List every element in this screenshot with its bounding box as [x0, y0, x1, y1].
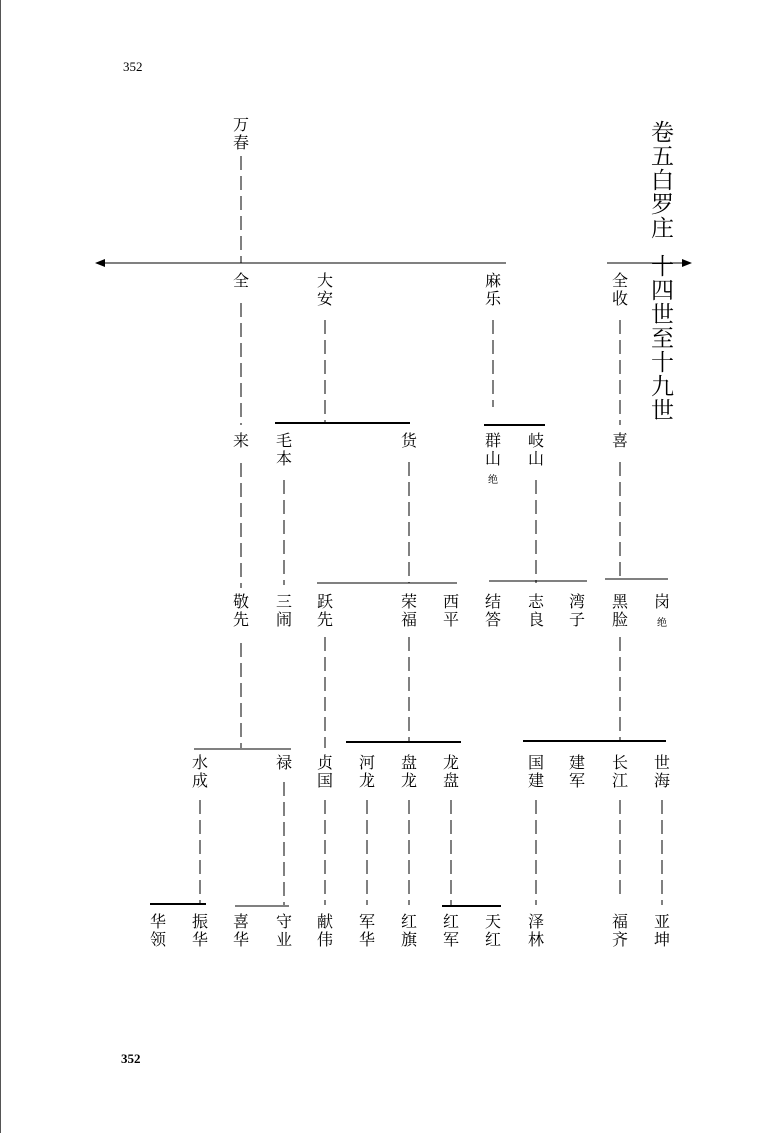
- person-qunshan: 群山: [484, 431, 502, 468]
- person-wanzi: 湾子: [568, 592, 586, 629]
- person-wanchun: 万春: [232, 115, 250, 152]
- person-qishan: 岐山: [527, 431, 545, 468]
- extinct-note-gang: 绝: [657, 618, 667, 629]
- person-tianhong: 天红: [484, 912, 502, 949]
- generation-range-title: 十四世至十九世: [647, 254, 673, 422]
- person-jingxian: 敬先: [232, 592, 250, 629]
- family-tree-chart: [1, 0, 777, 1133]
- person-hualing: 华领: [149, 912, 167, 949]
- person-daan: 大安: [316, 271, 334, 308]
- volume-title: 卷五白罗庄: [647, 120, 673, 240]
- person-quan: 全: [232, 271, 250, 290]
- person-helong: 河龙: [358, 753, 376, 790]
- person-xiping: 西平: [442, 592, 460, 629]
- person-rongfu: 荣福: [400, 592, 418, 629]
- person-quanshou: 全收: [611, 271, 629, 308]
- person-zhenguo: 贞国: [316, 753, 334, 790]
- person-lai: 来: [232, 431, 250, 450]
- person-xi: 喜: [611, 431, 629, 450]
- person-guojian: 国建: [527, 753, 545, 790]
- person-jianjun: 建军: [568, 753, 586, 790]
- person-zhenhua: 振华: [191, 912, 209, 949]
- page-number-bottom: 352: [121, 1051, 141, 1066]
- person-shuicheng: 水成: [191, 753, 209, 790]
- person-shouye: 守业: [275, 912, 293, 949]
- person-yakun: 亚坤: [653, 912, 671, 949]
- person-panlong: 盘龙: [400, 753, 418, 790]
- person-xianwei: 献伟: [316, 912, 334, 949]
- person-hongjun: 红军: [442, 912, 460, 949]
- person-longpan: 龙盘: [442, 753, 460, 790]
- person-shihai: 世海: [653, 753, 671, 790]
- person-hongqi: 红旗: [400, 912, 418, 949]
- page-number-top: 352: [123, 59, 143, 74]
- person-lu: 禄: [275, 753, 293, 772]
- person-xihua: 喜华: [232, 912, 250, 949]
- person-junhua: 军华: [358, 912, 376, 949]
- extinct-note-qunshan: 绝: [488, 475, 498, 486]
- person-changjiang: 长江: [611, 753, 629, 790]
- person-yuexian: 跃先: [316, 592, 334, 629]
- person-jieda: 结答: [484, 592, 502, 629]
- person-male: 麻乐: [484, 271, 502, 308]
- person-fuqi: 福齐: [611, 912, 629, 949]
- person-heilian: 黑脸: [611, 592, 629, 629]
- person-zelin: 泽林: [527, 912, 545, 949]
- person-sannao: 三闹: [275, 592, 293, 629]
- person-zhiliang: 志良: [527, 592, 545, 629]
- person-gang: 岗: [653, 592, 671, 611]
- person-huo: 货: [400, 431, 418, 450]
- person-maoben: 毛本: [275, 431, 293, 468]
